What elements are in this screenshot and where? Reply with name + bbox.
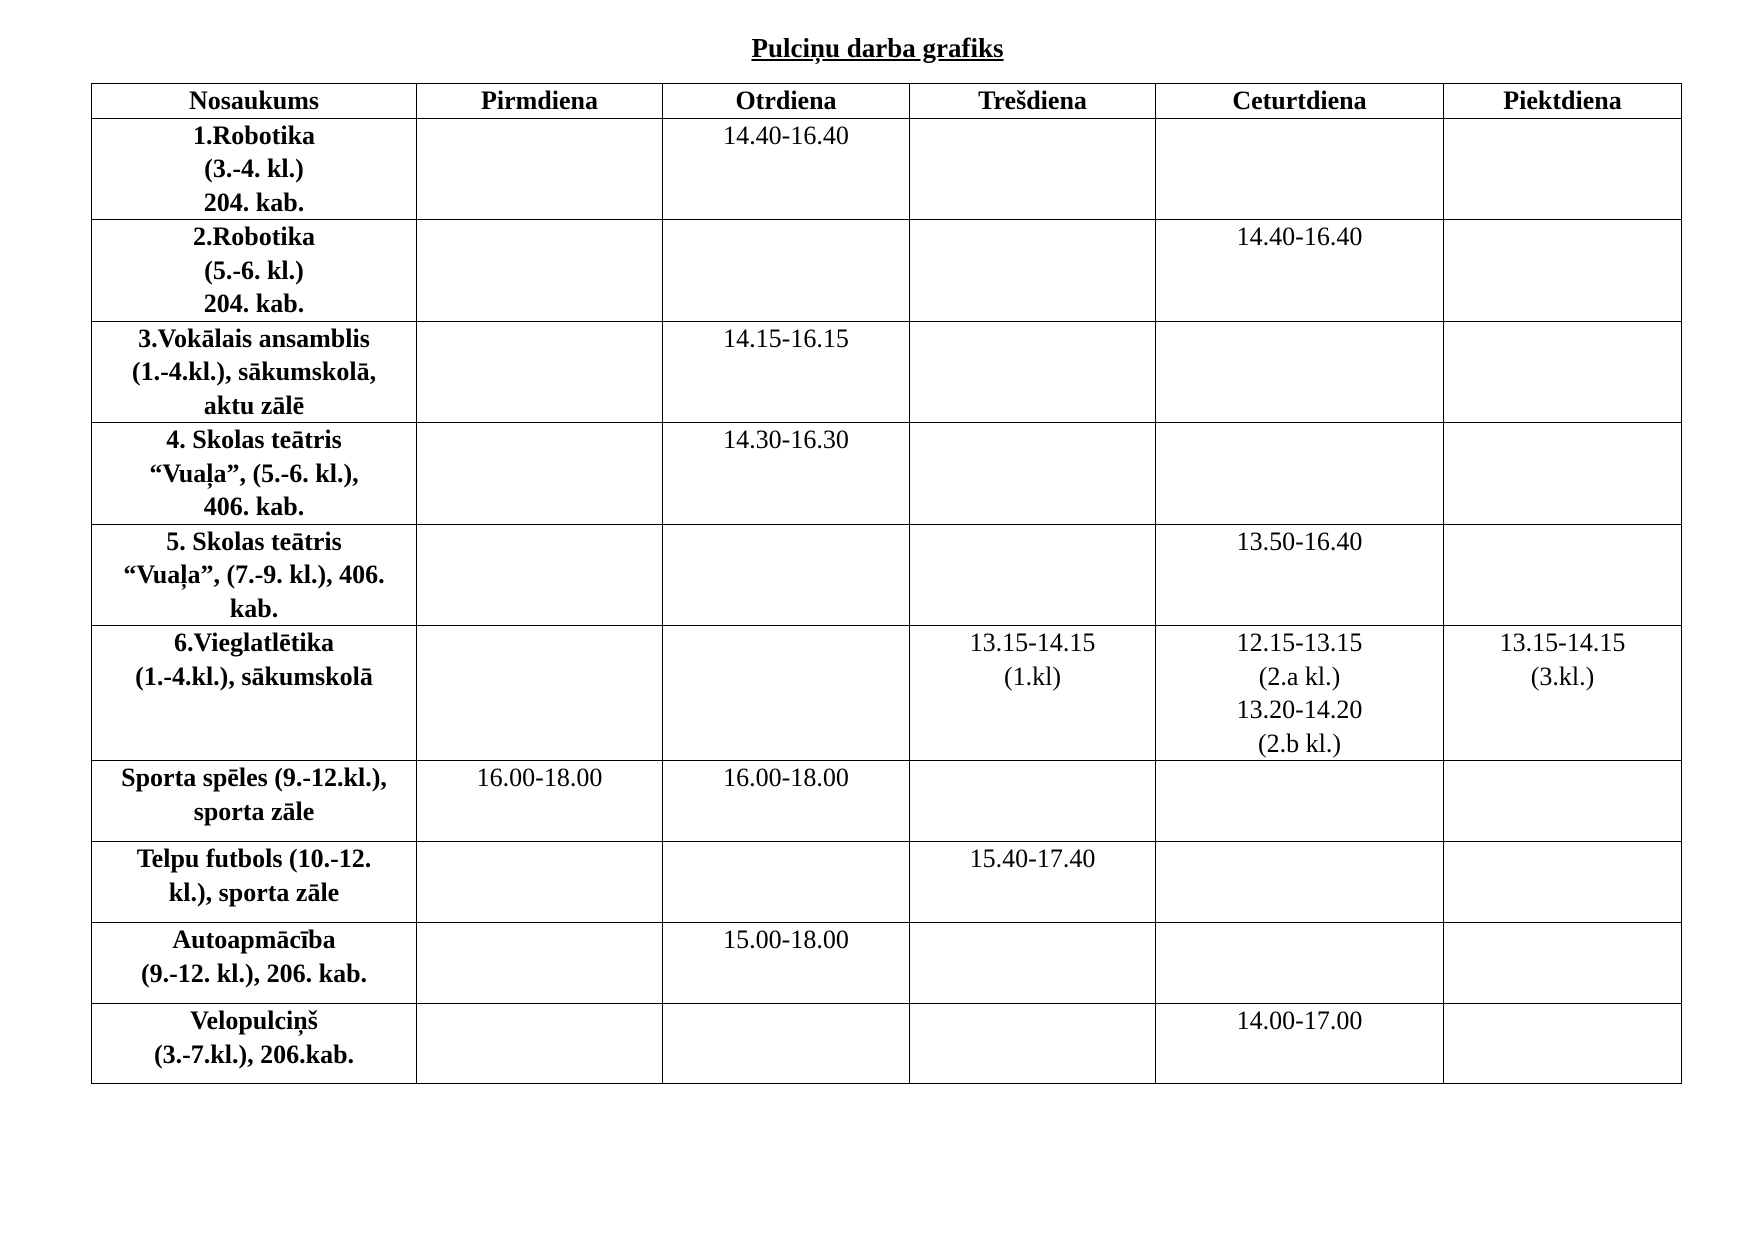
activity-name-line: (1.-4.kl.), sākumskolā, bbox=[131, 357, 377, 386]
activity-name-line: (1.-4.kl.), sākumskolā bbox=[135, 661, 373, 691]
activity-name-cell bbox=[92, 220, 417, 322]
activity-name-cell bbox=[92, 842, 417, 923]
schedule-cell-wednesday bbox=[910, 626, 1156, 761]
schedule-cell-monday bbox=[417, 1004, 663, 1084]
schedule-cell-tuesday bbox=[663, 923, 910, 1004]
activity-name-cell bbox=[92, 423, 417, 525]
table-row bbox=[92, 842, 1682, 923]
activity-name-line: 204. kab. bbox=[203, 187, 305, 217]
table-row bbox=[92, 524, 1682, 626]
schedule-cell-thursday bbox=[1156, 842, 1444, 923]
schedule-cell-monday bbox=[417, 923, 663, 1004]
schedule-cell-friday bbox=[1444, 1004, 1682, 1084]
schedule-cell-friday bbox=[1444, 321, 1682, 423]
schedule-cell-thursday bbox=[1156, 1004, 1444, 1084]
activity-name-line: Sporta spēles (9.-12.kl.), bbox=[121, 763, 387, 792]
activity-name-line: “Vuaļa”, (5.-6. kl.), bbox=[149, 458, 359, 488]
table-row bbox=[92, 626, 1682, 761]
schedule-cell-thursday bbox=[1156, 118, 1444, 220]
schedule-cell-friday bbox=[1444, 923, 1682, 1004]
column-header-friday: Piektdiena bbox=[1444, 84, 1682, 119]
activity-name-line: (9.-12. kl.), 206. kab. bbox=[140, 958, 368, 988]
time-slot-text: 14.15-16.15 bbox=[723, 323, 849, 353]
schedule-body bbox=[92, 118, 1682, 1084]
column-header-thursday: Ceturtdiena bbox=[1156, 84, 1444, 119]
schedule-cell-thursday bbox=[1156, 423, 1444, 525]
schedule-cell-thursday bbox=[1156, 626, 1444, 761]
table-row bbox=[92, 118, 1682, 220]
activity-name-line: Autoapmācība bbox=[172, 925, 336, 954]
schedule-cell-monday bbox=[417, 423, 663, 525]
schedule-cell-thursday bbox=[1156, 220, 1444, 322]
schedule-cell-tuesday bbox=[663, 118, 910, 220]
activity-name-line: aktu zālē bbox=[203, 390, 305, 420]
schedule-cell-thursday bbox=[1156, 761, 1444, 842]
column-header-monday: Pirmdiena bbox=[417, 84, 663, 119]
schedule-cell-wednesday bbox=[910, 923, 1156, 1004]
column-header-name: Nosaukums bbox=[92, 84, 417, 119]
table-row bbox=[92, 321, 1682, 423]
activity-name-line: 4. Skolas teātris bbox=[166, 425, 342, 454]
schedule-cell-friday bbox=[1444, 842, 1682, 923]
activity-name-line: 3.Vokālais ansamblis bbox=[138, 323, 370, 353]
schedule-cell-tuesday bbox=[663, 423, 910, 525]
activity-name-line: (5.-6. kl.) bbox=[204, 255, 304, 285]
header-row bbox=[92, 84, 1682, 119]
schedule-cell-friday bbox=[1444, 423, 1682, 525]
activity-name-line: 406. kab. bbox=[203, 492, 305, 521]
table-row bbox=[92, 220, 1682, 322]
activity-name-cell bbox=[92, 118, 417, 220]
activity-name-line: 5. Skolas teātris bbox=[166, 526, 342, 556]
column-header-wednesday: Trešdiena bbox=[910, 84, 1156, 119]
table-row bbox=[92, 1004, 1682, 1084]
schedule-cell-wednesday bbox=[910, 423, 1156, 525]
activity-name-line: (3.-7.kl.), 206.kab. bbox=[153, 1039, 355, 1069]
schedule-cell-friday bbox=[1444, 524, 1682, 626]
activity-name-cell bbox=[92, 626, 417, 761]
time-slot-text: 15.40-17.40 bbox=[969, 844, 1096, 873]
column-header-tuesday: Otrdiena bbox=[663, 84, 910, 119]
activity-name-line: kab. bbox=[229, 593, 279, 623]
schedule-cell-thursday bbox=[1156, 923, 1444, 1004]
schedule-cell-monday bbox=[417, 220, 663, 322]
time-slot-text: 12.15-13.15 bbox=[1236, 628, 1363, 657]
table-row bbox=[92, 923, 1682, 1004]
schedule-cell-tuesday bbox=[663, 626, 910, 761]
activity-name-cell bbox=[92, 1004, 417, 1084]
time-slot-text: 14.40-16.40 bbox=[1236, 222, 1363, 251]
time-slot-text: 16.00-18.00 bbox=[723, 763, 849, 792]
schedule-cell-wednesday bbox=[910, 321, 1156, 423]
time-slot-text: 13.20-14.20 bbox=[1236, 695, 1363, 724]
activity-name-cell bbox=[92, 761, 417, 842]
activity-name-line: 2.Robotika bbox=[192, 222, 316, 251]
table-row bbox=[92, 423, 1682, 525]
schedule-cell-monday bbox=[417, 524, 663, 626]
schedule-cell-friday bbox=[1444, 626, 1682, 761]
time-slot-text: 14.40-16.40 bbox=[723, 120, 849, 150]
activity-name-cell bbox=[92, 923, 417, 1004]
activity-name-cell bbox=[92, 524, 417, 626]
activity-name-line: “Vuaļa”, (7.-9. kl.), 406. bbox=[123, 560, 385, 589]
schedule-table bbox=[91, 83, 1682, 1084]
activity-name-line: 204. kab. bbox=[203, 289, 305, 318]
activity-name-line: (3.-4. kl.) bbox=[204, 154, 304, 183]
schedule-cell-tuesday bbox=[663, 321, 910, 423]
time-slot-text: 13.50-16.40 bbox=[1236, 526, 1363, 556]
activity-name-line: Velopulciņš bbox=[190, 1006, 318, 1035]
schedule-cell-tuesday bbox=[663, 524, 910, 626]
time-slot-text: (2.a kl.) bbox=[1258, 661, 1341, 691]
schedule-cell-tuesday bbox=[663, 1004, 910, 1084]
schedule-cell-monday bbox=[417, 118, 663, 220]
schedule-cell-wednesday bbox=[910, 1004, 1156, 1084]
time-slot-text: (2.b kl.) bbox=[1257, 728, 1342, 758]
schedule-cell-wednesday bbox=[910, 118, 1156, 220]
document-title: Pulciņu darba grafiks bbox=[751, 33, 1004, 63]
activity-name-line: sporta zāle bbox=[193, 796, 315, 826]
schedule-cell-wednesday bbox=[910, 524, 1156, 626]
schedule-cell-tuesday bbox=[663, 220, 910, 322]
schedule-cell-friday bbox=[1444, 220, 1682, 322]
time-slot-text: 14.30-16.30 bbox=[723, 425, 849, 454]
activity-name-cell bbox=[92, 321, 417, 423]
schedule-cell-wednesday bbox=[910, 220, 1156, 322]
time-slot-text: 15.00-18.00 bbox=[723, 925, 849, 954]
time-slot-text: 14.00-17.00 bbox=[1236, 1006, 1363, 1035]
schedule-cell-friday bbox=[1444, 761, 1682, 842]
time-slot-text: 13.15-14.15 bbox=[969, 628, 1096, 657]
activity-name-line: kl.), sporta zāle bbox=[168, 877, 340, 907]
time-slot-text: (1.kl) bbox=[1003, 661, 1062, 691]
table-row bbox=[92, 761, 1682, 842]
schedule-cell-monday bbox=[417, 842, 663, 923]
schedule-cell-tuesday bbox=[663, 842, 910, 923]
schedule-cell-monday bbox=[417, 626, 663, 761]
activity-name-line: Telpu futbols (10.-12. bbox=[136, 844, 372, 873]
time-slot-text: 13.15-14.15 bbox=[1499, 628, 1626, 657]
schedule-cell-tuesday bbox=[663, 761, 910, 842]
schedule-cell-monday bbox=[417, 761, 663, 842]
activity-name-line: 1.Robotika bbox=[192, 120, 316, 150]
schedule-cell-wednesday bbox=[910, 761, 1156, 842]
schedule-cell-wednesday bbox=[910, 842, 1156, 923]
time-slot-text: 16.00-18.00 bbox=[476, 763, 603, 792]
schedule-cell-friday bbox=[1444, 118, 1682, 220]
time-slot-text: (3.kl.) bbox=[1530, 661, 1595, 691]
activity-name-line: 6.Vieglatlētika bbox=[173, 628, 335, 657]
schedule-cell-monday bbox=[417, 321, 663, 423]
schedule-cell-thursday bbox=[1156, 321, 1444, 423]
schedule-cell-thursday bbox=[1156, 524, 1444, 626]
